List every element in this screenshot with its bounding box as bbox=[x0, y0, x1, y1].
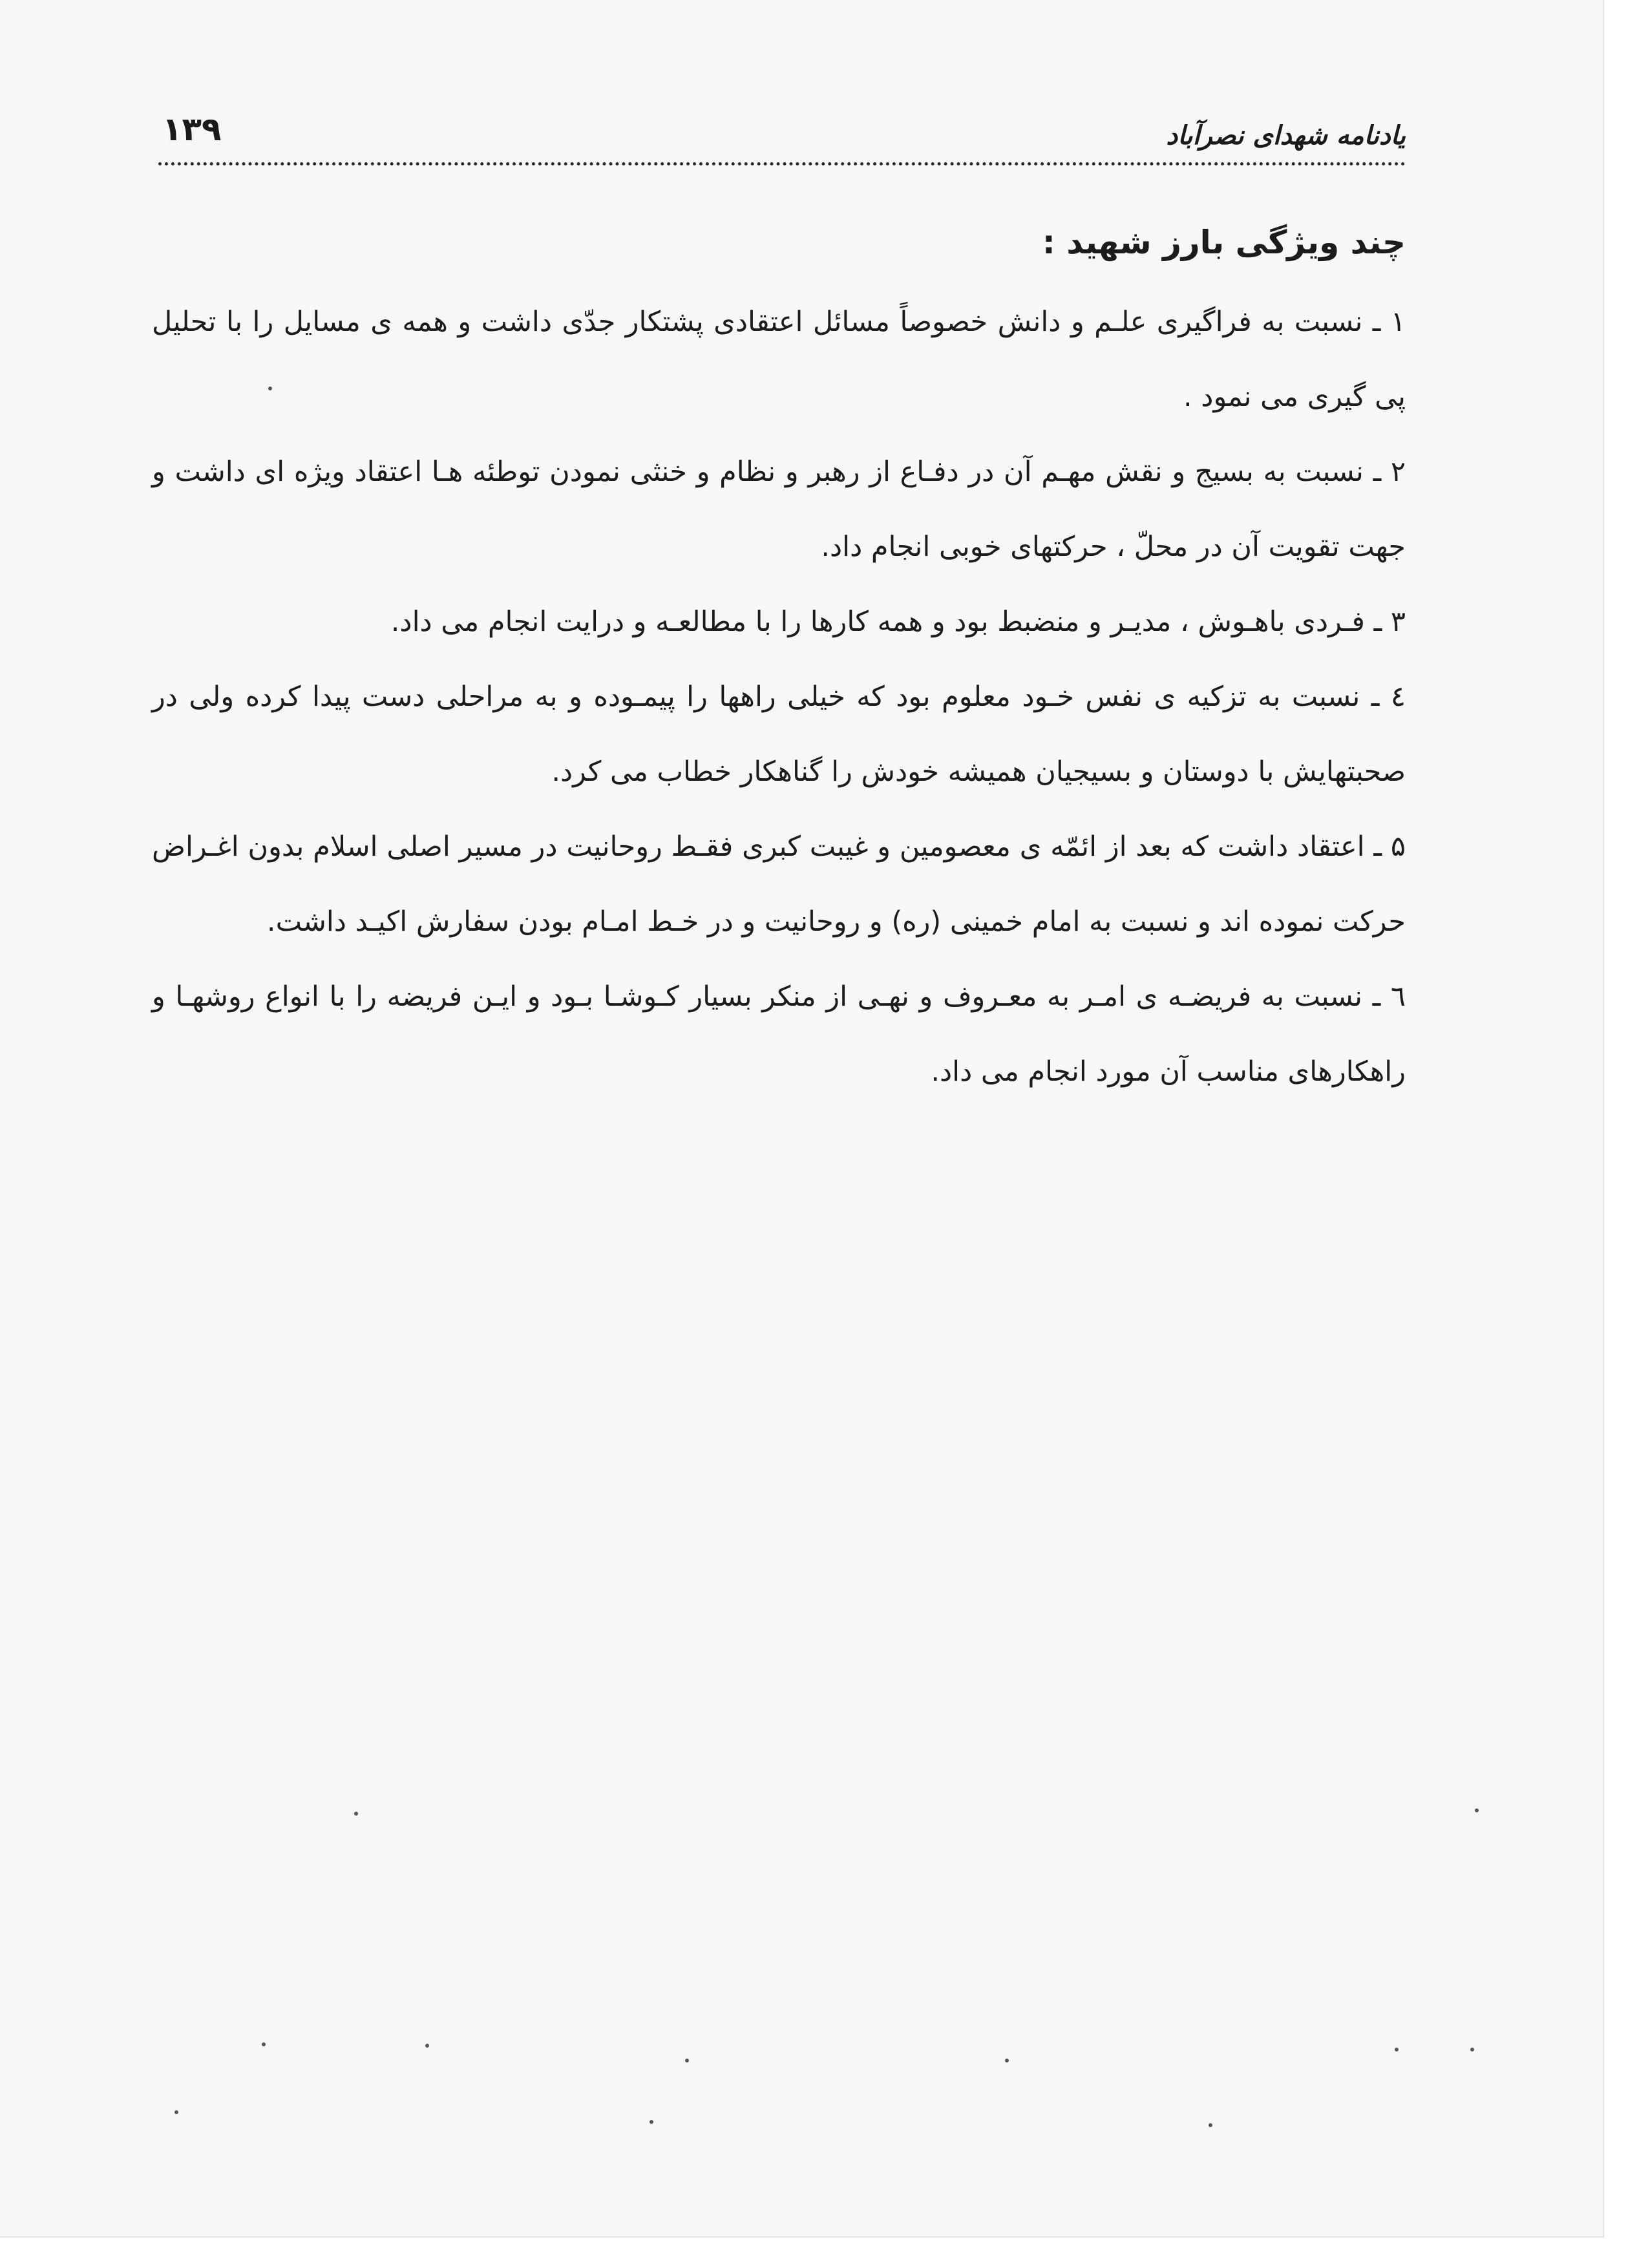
scan-speck bbox=[1209, 2123, 1212, 2127]
list-item: ٦ ـ نسبت به فریضـه ی امـر به معـروف و نهـی از منکر بسیار کـوشـا بـود و ایـن فریضه را با انواع روشهـا و راهکارهای مناسب آن مورد انجام می داد. bbox=[152, 980, 1406, 1088]
main-content bbox=[152, 207, 1406, 1109]
scan-speck bbox=[1470, 2048, 1474, 2051]
book-title: یادنامه شهدای نصرآباد bbox=[1166, 121, 1406, 151]
list-item: ۳ ـ فـردی باهـوش ، مدیـر و منضبط بود و همه کارها را با مطالعـه و درایت انجام می داد. bbox=[390, 606, 1406, 638]
scan-speck bbox=[174, 2110, 178, 2114]
list-item: ۲ ـ نسبت به بسیج و نقش مهـم آن در دفـاع از رهبر و نظام و خنثی نمودن توطئه هـا اعتقاد ویژه ای داشت و جهت تقویت آن در محلّ ، حرکتهای خوبی انجام داد. bbox=[152, 456, 1406, 563]
scan-speck bbox=[268, 387, 272, 390]
list-item: ٤ ـ نسبت به تزکیه ی نفس خـود معلوم بود که خیلی راهها را پیمـوده و به مراحلی دست پیدا کرده ولی در صحبتهایش با دوستان و بسیجیان همیشه خودش را گناهکار خطاب می کرد. bbox=[152, 681, 1406, 788]
scan-speck bbox=[262, 2042, 266, 2046]
list-item: ۱ ـ نسبت به فراگیری علـم و دانش خصوصاً مسائل اعتقادی پشتکار جدّی داشت و همه ی مسایل را با تحلیل پی گیری می نمود . bbox=[152, 306, 1406, 413]
section-heading: چند ویژگی بارز شهید : bbox=[1042, 224, 1406, 261]
scan-speck bbox=[1005, 2059, 1009, 2062]
scan-speck bbox=[354, 1812, 358, 1816]
scan-speck bbox=[685, 2059, 689, 2062]
scan-speck bbox=[425, 2044, 429, 2048]
scan-speck bbox=[650, 2120, 653, 2124]
page-header bbox=[158, 107, 1406, 171]
scan-speck bbox=[1475, 1808, 1479, 1812]
scan-speck bbox=[1395, 2048, 1399, 2051]
page-number: ۱۳۹ bbox=[162, 111, 222, 148]
header-dotted-rule bbox=[158, 162, 1406, 165]
list-item: ۵ ـ اعتقاد داشت که بعد از ائمّه ی معصومین و غیبت کبری فقـط روحانیت در مسیر اصلی اسلام بدون اغـراض حرکت نموده اند و نسبت به امام خمینی (ره) و روحانیت و در خـط امـام بودن سفارش اکیـد داشت. bbox=[152, 831, 1406, 938]
